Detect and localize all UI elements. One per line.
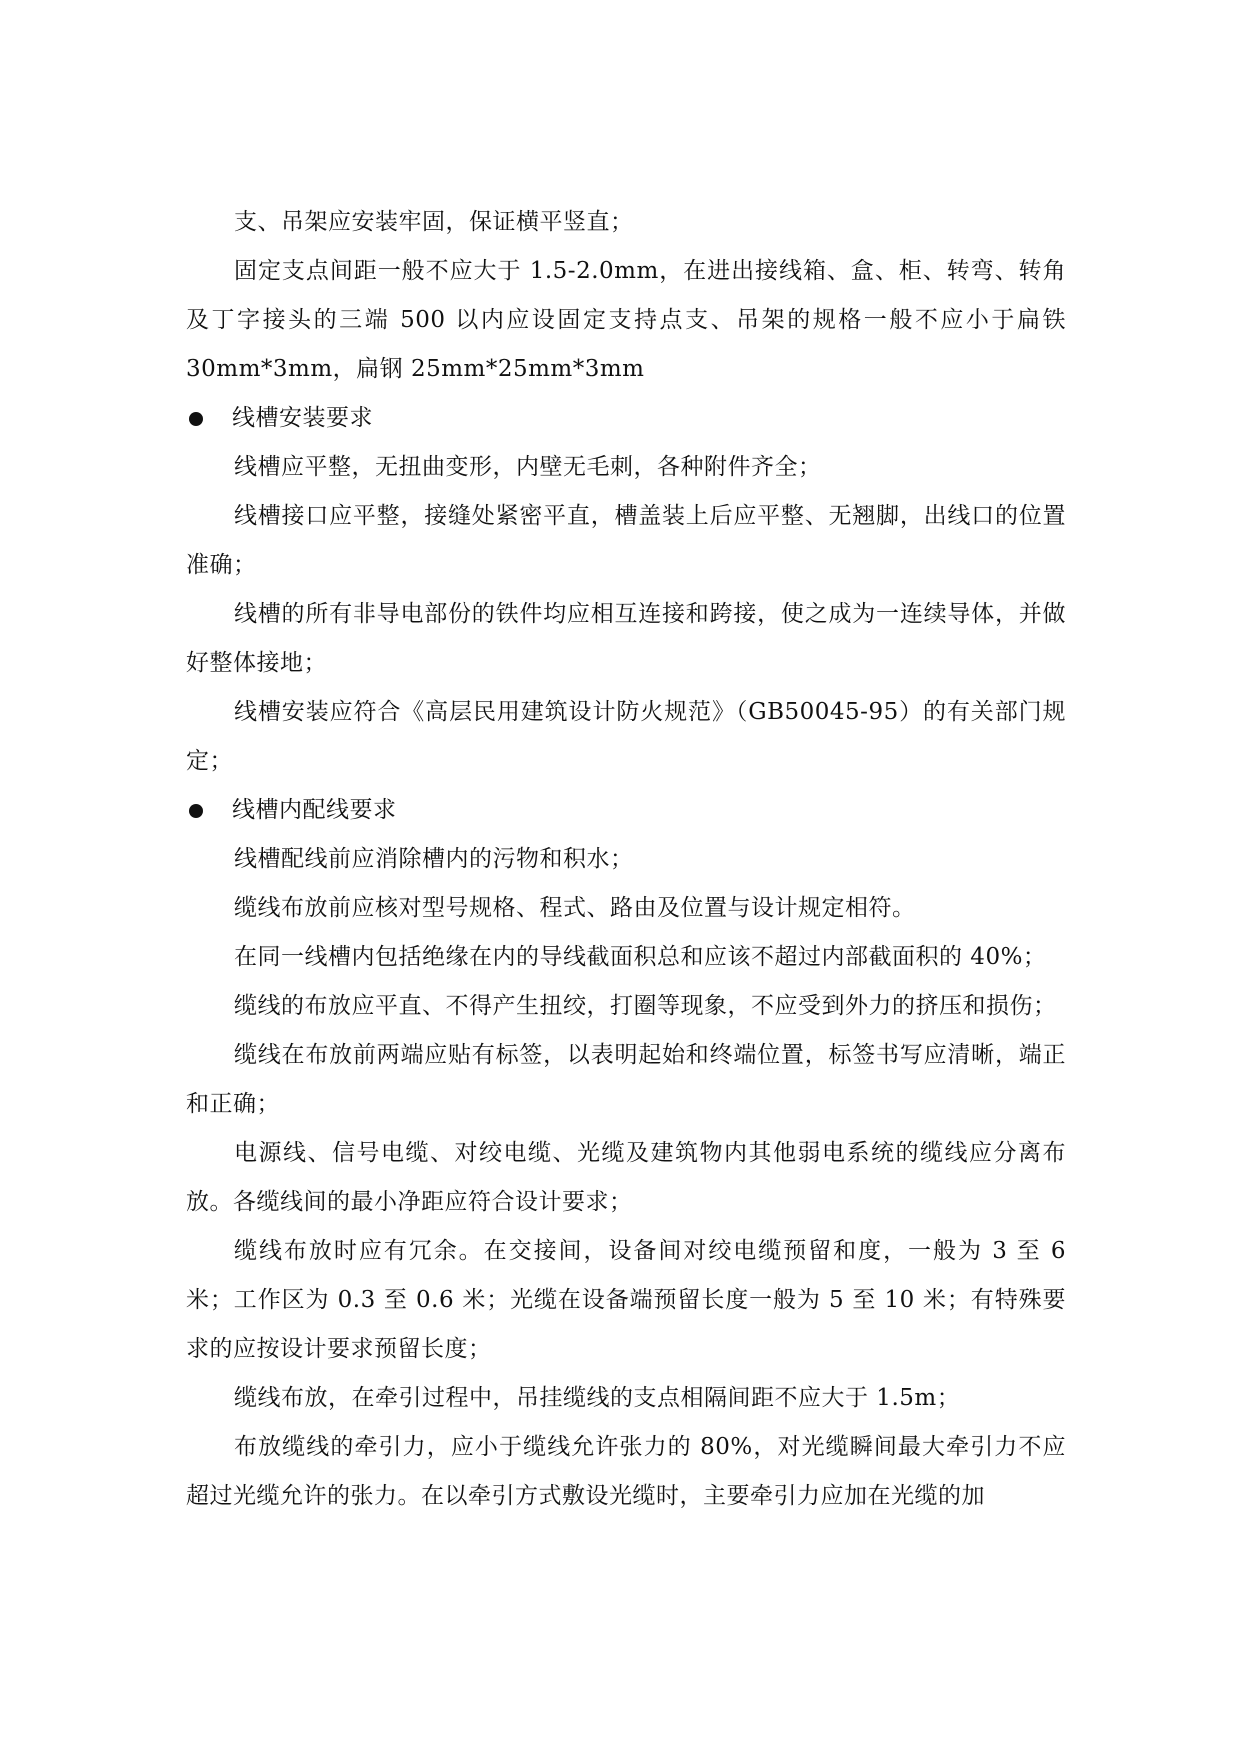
paragraph: 在同一线槽内包括绝缘在内的导线截面积总和应该不超过内部截面积的 40%； xyxy=(234,944,1047,970)
bullet-dot-icon xyxy=(189,804,203,818)
paragraph: 缆线布放前应核对型号规格、程式、路由及位置与设计规定相符。 xyxy=(234,895,916,921)
paragraph: 缆线布放时应有冗余。在交接间，设备间对绞电缆预留和度，一般为 3 至 6 米；工作区为 0.3 至 0.6 米；光缆在设备端预留长度一般为 5 至 10 米；有特殊要求的应按设计要求预留长度； xyxy=(186,1238,1066,1362)
paragraph: 线槽接口应平整，接缝处紧密平直，槽盖装上后应平整、无翘脚，出线口的位置准确； xyxy=(186,503,1066,578)
bullet-heading xyxy=(186,786,1066,835)
bullet-heading-text: 线槽内配线要求 xyxy=(232,797,397,823)
paragraph: 布放缆线的牵引力，应小于缆线允许张力的 80%，对光缆瞬间最大牵引力不应超过光缆允许的张力。在以牵引方式敷设光缆时，主要牵引力应加在光缆的加 xyxy=(186,1434,1066,1509)
paragraph: 缆线布放，在牵引过程中，吊挂缆线的支点相隔间距不应大于 1.5m； xyxy=(234,1385,961,1411)
bullet-heading xyxy=(186,394,1066,443)
paragraph: 电源线、信号电缆、对绞电缆、光缆及建筑物内其他弱电系统的缆线应分离布放。各缆线间的最小净距应符合设计要求； xyxy=(186,1140,1066,1215)
paragraph: 线槽配线前应消除槽内的污物和积水； xyxy=(234,846,634,872)
paragraph: 线槽应平整，无扭曲变形，内壁无毛刺，各种附件齐全； xyxy=(234,454,822,480)
paragraph: 缆线在布放前两端应贴有标签，以表明起始和终端位置，标签书写应清晰，端正和正确； xyxy=(186,1042,1066,1117)
paragraph: 缆线的布放应平直、不得产生扭绞，打圈等现象，不应受到外力的挤压和损伤； xyxy=(234,993,1057,1019)
bullet-dot-icon xyxy=(189,412,203,426)
document-body xyxy=(186,198,1066,1521)
paragraph: 支、吊架应安装牢固，保证横平竖直； xyxy=(234,209,634,235)
paragraph: 固定支点间距一般不应大于 1.5-2.0mm，在进出接线箱、盒、柜、转弯、转角及丁字接头的三端 500 以内应设固定支持点支、吊架的规格一般不应小于扁铁 30mm*3mm，扁钢 25mm*25mm*3mm xyxy=(186,258,1066,382)
paragraph: 线槽安装应符合《高层民用建筑设计防火规范》（GB50045-95）的有关部门规定； xyxy=(186,699,1066,774)
paragraph: 线槽的所有非导电部份的铁件均应相互连接和跨接，使之成为一连续导体，并做好整体接地； xyxy=(186,601,1066,676)
bullet-heading-text: 线槽安装要求 xyxy=(232,405,373,431)
